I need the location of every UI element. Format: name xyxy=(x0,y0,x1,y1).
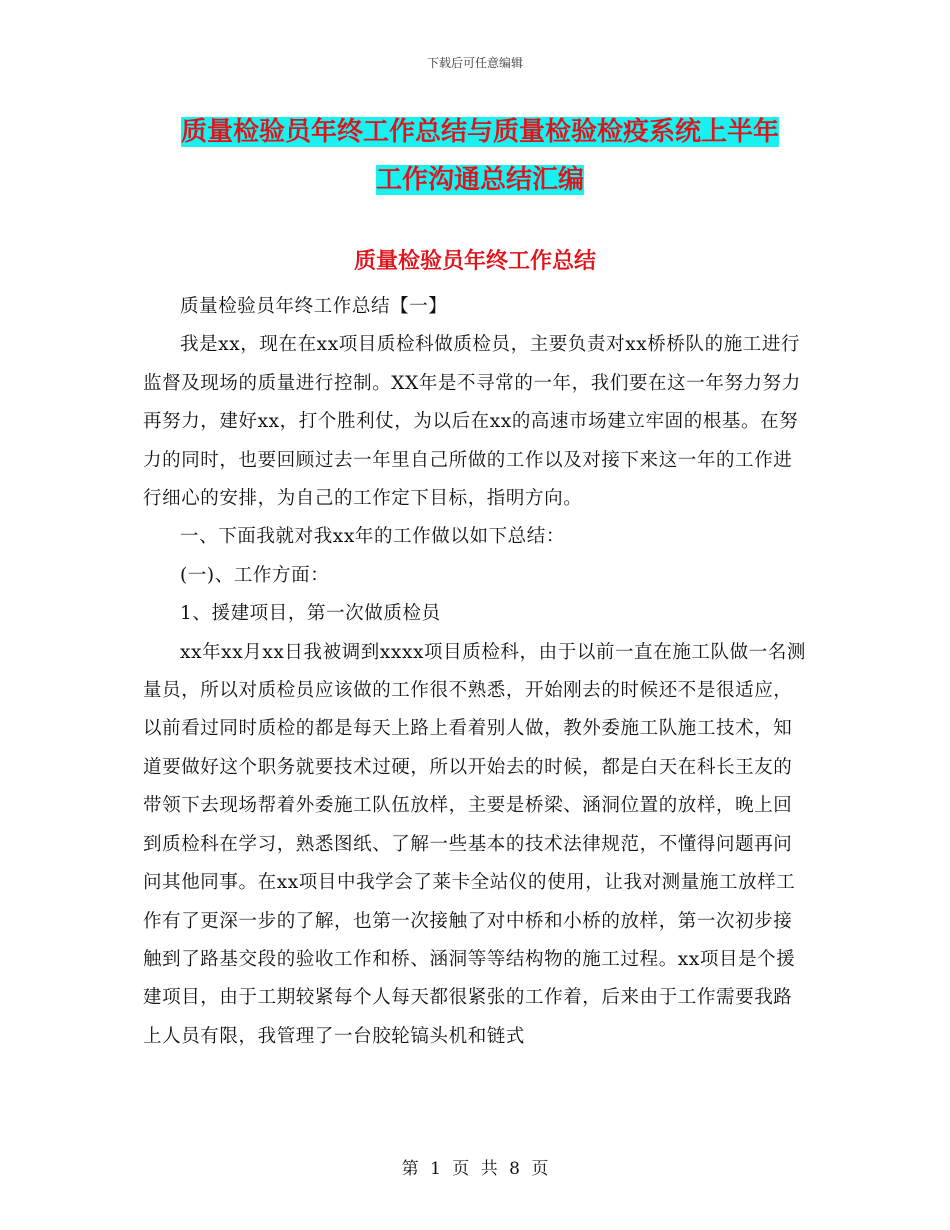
main-title xyxy=(140,108,820,204)
paragraph: xx年xx月xx日我被调到xxxx项目质检科，由于以前一直在施工队做一名测量员，所以对质检员应该做的工作很不熟悉，开始刚去的时候还不是很适应，以前看过同时质检的都是每天上路上看着别人做，教外委施工队施工技术，知道要做好这个职务就要技术过硬，所以开始去的时候，都是白天在科长王友的带领下去现场帮着外委施工队伍放样，主要是桥梁、涵洞位置的放样，晚上回到质检科在学习，熟悉图纸、了解一些基本的技术法律规范，不懂得问题再问问其他同事。在xx项目中我学会了莱卡全站仪的使用，让我对测量施工放样工作有了更深一步的了解，也第一次接触了对中桥和小桥的放样，第一次初步接触到了路基交段的验收工作和桥、涵洞等等结构物的施工过程。xx项目是个援建项目，由于工期较紧每个人每天都很紧张的工作着，后来由于工作需要我路上人员有限，我管理了一台胶轮镐头机和链式 xyxy=(143,641,807,1047)
paragraph: 1、援建项目，第一次做质检员 xyxy=(180,603,441,625)
paragraph: 一、下面我就对我xx年的工作做以如下总结： xyxy=(180,526,565,548)
paragraph: (一)、工作方面： xyxy=(180,564,330,586)
main-title-line2: 工作沟通总结汇编 xyxy=(375,165,584,195)
main-title-line1: 质量检验员年终工作总结与质量检验检疫系统上半年 xyxy=(180,117,779,147)
paragraph: 我是xx，现在在xx项目质检科做质检员，主要负责对xx桥桥队的施工进行监督及现场的质量进行控制。XX年是不寻常的一年，我们要在这一年努力努力再努力，建好xx，打个胜利仗，为以后在xx的高速市场建立牢固的根基。在努力的同时，也要回顾过去一年里自己所做的工作以及对接下来这一年的工作进行细心的安排，为自己的工作定下目标，指明方向。 xyxy=(143,334,801,510)
body-text xyxy=(143,288,807,1056)
paragraph: 质量检验员年终工作总结【一】 xyxy=(180,296,448,317)
section-title: 质量检验员年终工作总结 xyxy=(353,249,596,274)
header-note: 下载后可任意编辑 xyxy=(426,56,523,70)
page-footer: 第 1 页 共 8 页 xyxy=(401,1159,549,1179)
